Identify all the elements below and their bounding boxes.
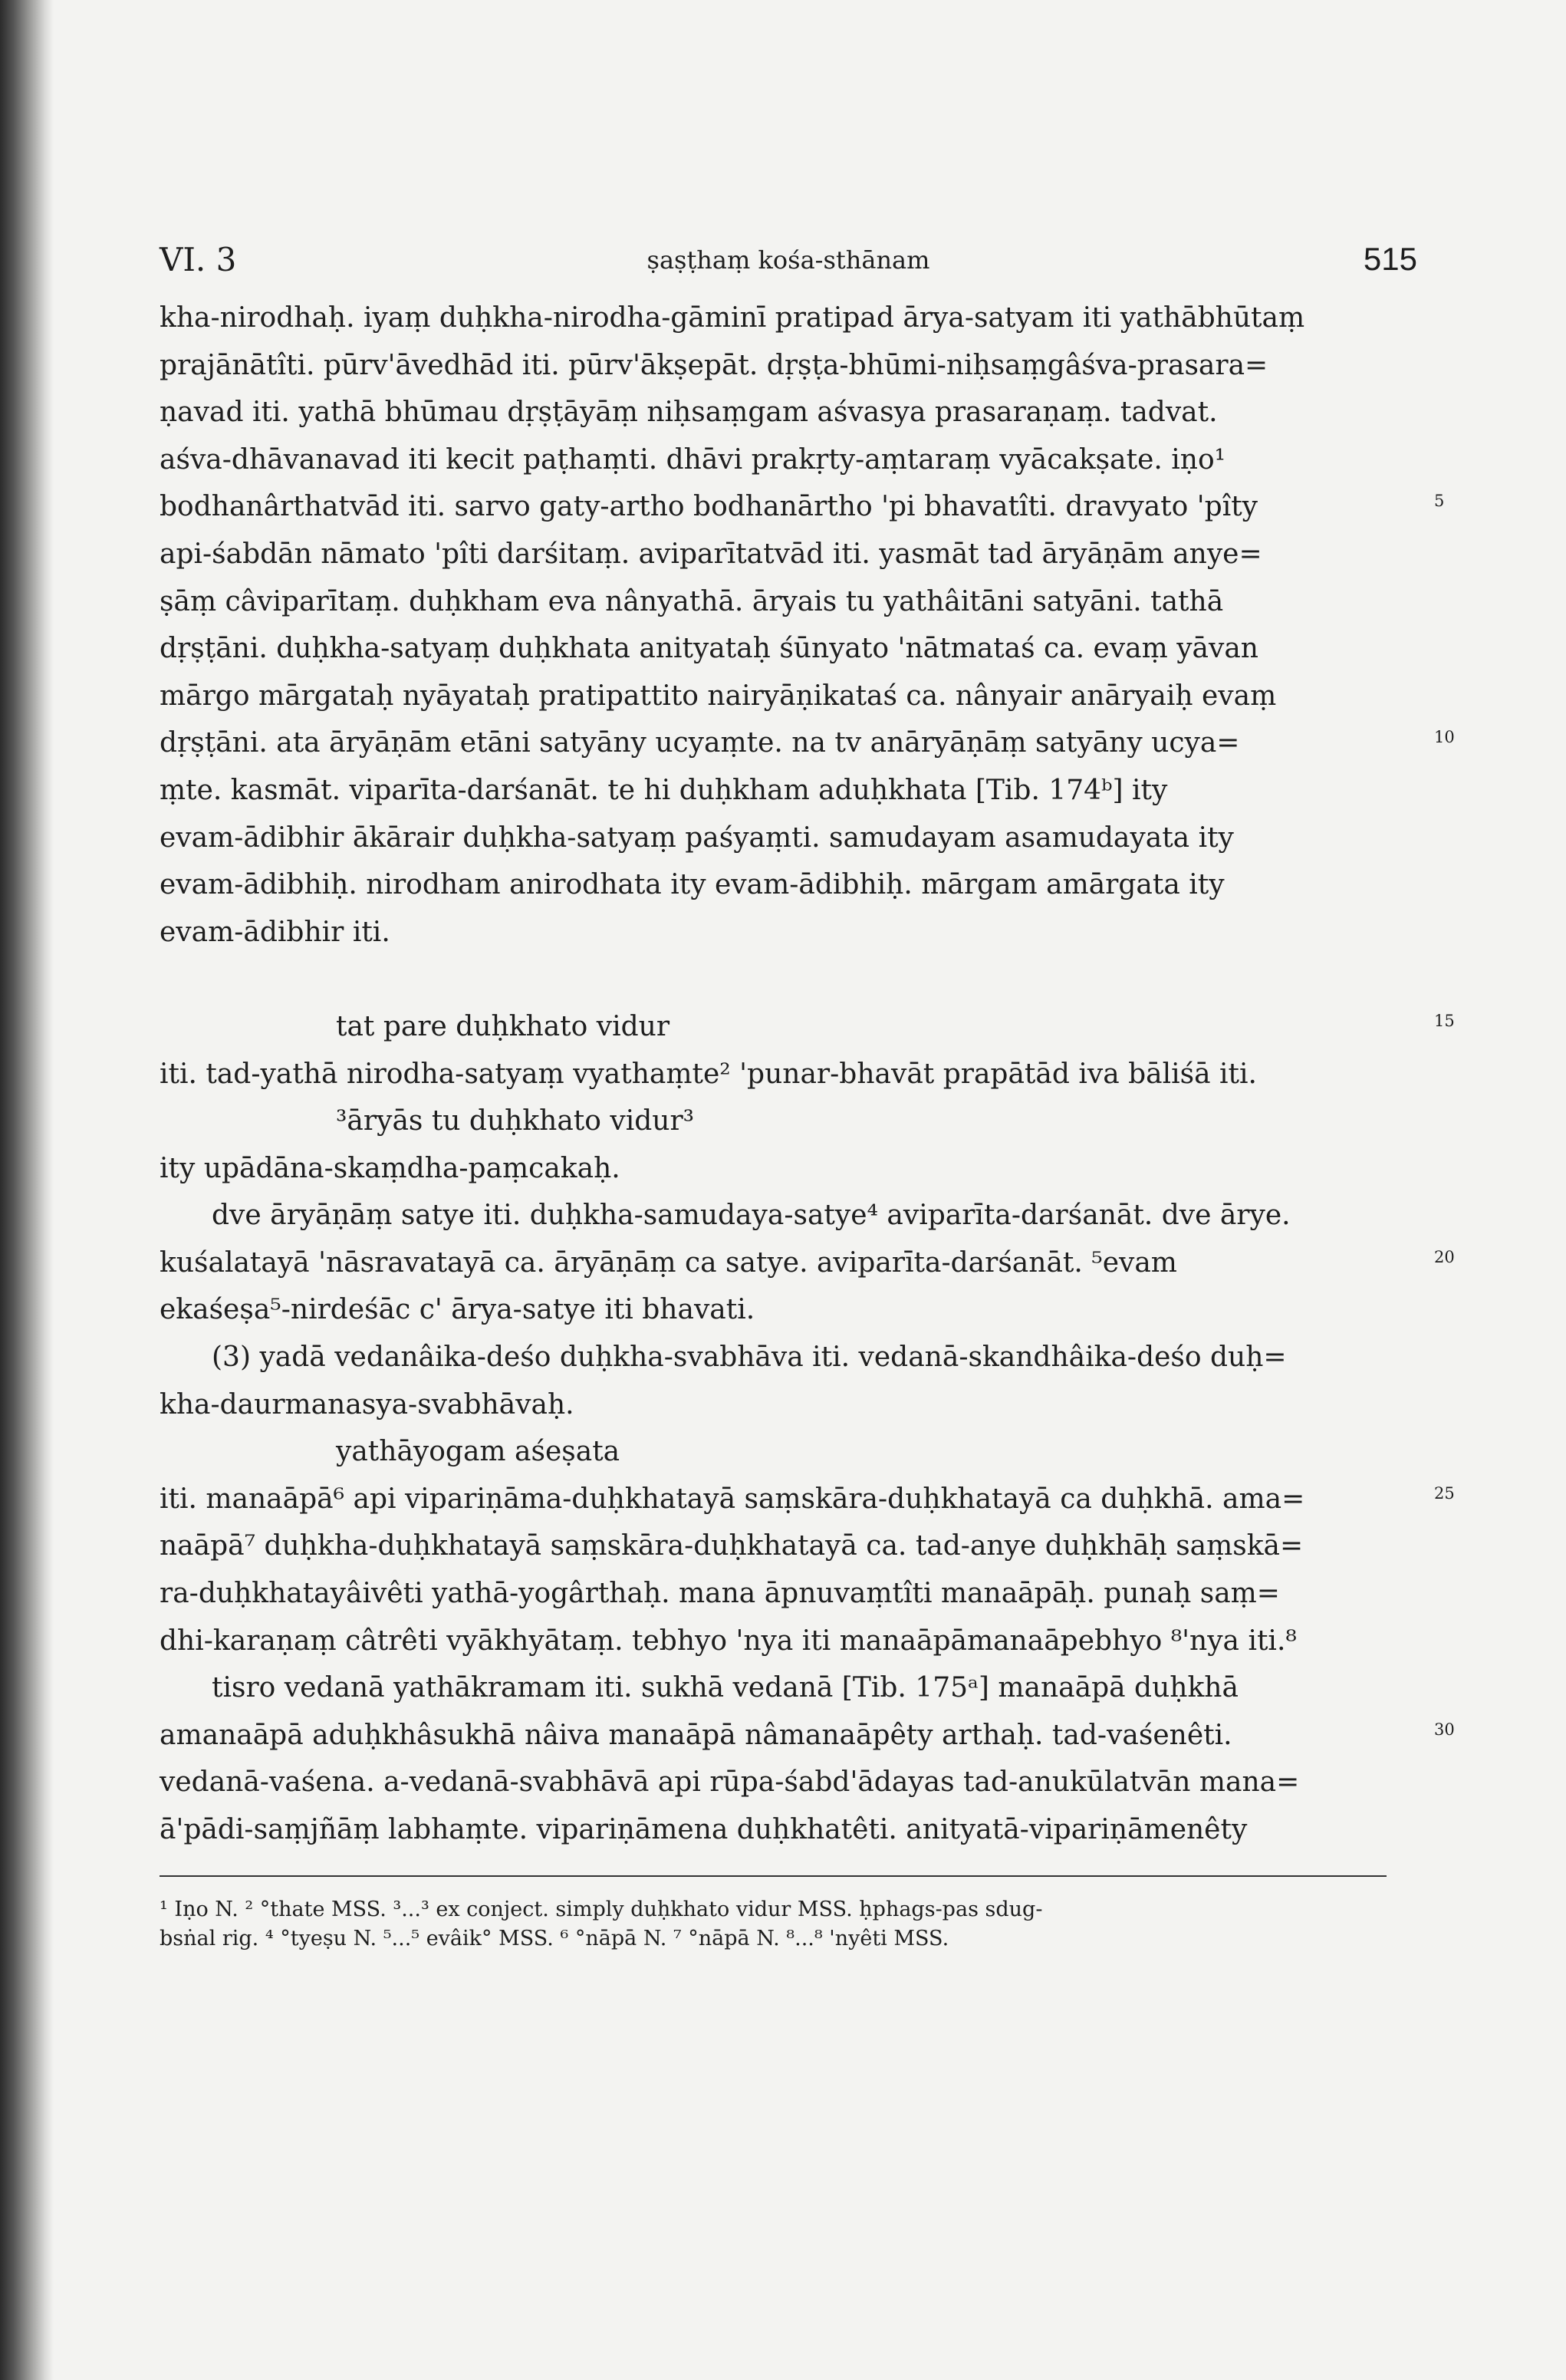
text-line <box>160 1712 1455 1759</box>
text-line: vedanā-vaśena. a-vedanā-svabhāvā api rūpa-śabd'ādayas tad-anukūlatvān mana= <box>160 1766 1300 1799</box>
verse-line: yathāyogam aśeṣata <box>336 1436 620 1468</box>
line-number: 30 <box>1434 1720 1455 1739</box>
line-text: kuśalatayā 'nāsravatayā ca. āryāṇāṃ ca satye. aviparīta-darśanāt. ⁵evam <box>160 1246 1177 1279</box>
line-text: tat pare duḥkhato vidur <box>336 1010 670 1042</box>
text-line: ā'pādi-saṃjñāṃ labhaṃte. vipariṇāmena duḥkhatêti. anityatā-vipariṇāmenêty <box>160 1814 1248 1845</box>
text-line: naāpā⁷ duḥkha-duḥkhatayā saṃskāra-duḥkhatayā ca. tad-anye duḥkhāḥ saṃskā= <box>160 1530 1304 1562</box>
text-line: kha-nirodhaḥ. iyaṃ duḥkha-nirodha-gāminī pratipad ārya-satyam iti yathābhūtaṃ <box>160 302 1305 334</box>
line-text: dṛṣṭāni. ata āryāṇām etāni satyāny ucyaṃte. na tv anāryāṇāṃ satyāny ucya= <box>160 727 1240 759</box>
line-number: 10 <box>1434 728 1455 747</box>
blank-line <box>160 956 1417 1003</box>
page-number: 515 <box>1363 241 1417 277</box>
text-line: iti. tad-yathā nirodha-satyaṃ vyathaṃte² 'punar-bhavāt prapātād iva bāliśā iti. <box>160 1058 1257 1090</box>
text-line: ekaśeṣa⁵-nirdeśāc c' ārya-satye iti bhavati. <box>160 1294 755 1326</box>
text-line: (3) yadā vedanâika-deśo duḥkha-svabhāva iti. vedanā-skandhâika-deśo duḥ= <box>212 1341 1287 1374</box>
line-number: 25 <box>1434 1483 1455 1503</box>
line-text: amanaāpā aduḥkhâsukhā nâiva manaāpā nâmanaāpêty arthaḥ. tad-vaśenêti. <box>160 1719 1232 1751</box>
text-line: dhi-karaṇaṃ câtrêti vyākhyātaṃ. tebhyo 'nya iti manaāpāmanaāpebhyo ⁸'nya iti.⁸ <box>160 1625 1297 1657</box>
text-line: ity upādāna-skaṃdha-paṃcakaḥ. <box>160 1152 620 1184</box>
section-number: VI. 3 <box>160 241 237 278</box>
line-number: 20 <box>1434 1247 1455 1266</box>
text-line <box>160 1239 1455 1287</box>
footnote-divider <box>160 1875 1387 1877</box>
text-line <box>160 719 1455 767</box>
text-line: evam-ādibhir ākārair duḥkha-satyaṃ paśyaṃti. samudayam asamudayata ity <box>160 821 1234 854</box>
text-line: aśva-dhāvanavad iti kecit paṭhaṃti. dhāvi prakṛty-aṃtaraṃ vyācakṣate. iṇo¹ <box>160 443 1226 476</box>
book-spine-shadow <box>0 0 54 2380</box>
text-line: evam-ādibhiḥ. nirodham anirodhata ity evam-ādibhiḥ. mārgam amārgata ity <box>160 869 1225 901</box>
text-line <box>160 1476 1455 1523</box>
footnote-line: bsṅal rig. ⁴ °tyeṣu N. ⁵...⁵ evâik° MSS. ⁶ °nāpā N. ⁷ °nāpā N. ⁸...⁸ 'nyêti MSS. <box>160 1926 949 1950</box>
text-line: dṛṣṭāni. duḥkha-satyaṃ duḥkhata anityataḥ śūnyato 'nātmataś ca. evaṃ yāvan <box>160 633 1258 665</box>
page <box>160 230 1455 1954</box>
line-number: 15 <box>1434 1011 1455 1030</box>
text-line: kha-daurmanasya-svabhāvaḥ. <box>160 1388 574 1420</box>
line-text: bodhanârthatvād iti. sarvo gaty-artho bodhanārtho 'pi bhavatîti. dravyato 'pîty <box>160 491 1258 523</box>
text-line: ra-duḥkhatayâivêti yathā-yogârthaḥ. mana āpnuvaṃtîti manaāpāḥ. punaḥ saṃ= <box>160 1578 1280 1610</box>
running-title: ṣaṣṭhaṃ kośa-sthānam <box>646 245 930 275</box>
text-line: ṣāṃ câviparītaṃ. duḥkham eva nânyathā. āryais tu yathâitāni satyāni. tathā <box>160 585 1224 617</box>
text-line: ṇavad iti. yathā bhūmau dṛṣṭāyāṃ niḥsaṃgam aśvasya prasaraṇaṃ. tadvat. <box>160 397 1218 429</box>
text-line: dve āryāṇāṃ satye iti. duḥkha-samudaya-satye⁴ aviparīta-darśanāt. dve ārye. <box>212 1200 1291 1232</box>
line-text: iti. manaāpā⁶ api vipariṇāma-duḥkhatayā saṃskāra-duḥkhatayā ca duḥkhā. ama= <box>160 1483 1305 1515</box>
footnotes <box>160 1895 1417 1954</box>
text-line: evam-ādibhir iti. <box>160 916 390 948</box>
line-number: 5 <box>1434 492 1445 511</box>
text-line: tisro vedanā yathākramam iti. sukhā vedanā [Tib. 175ᵃ] manaāpā duḥkhā <box>212 1672 1239 1704</box>
verse-line: ³āryās tu duḥkhato vidur³ <box>336 1105 695 1137</box>
text-line: api-śabdān nāmato 'pîti darśitaṃ. aviparītatvād iti. yasmāt tad āryāṇām anye= <box>160 538 1262 570</box>
verse-line <box>160 1003 1455 1051</box>
text-line: ṃte. kasmāt. viparīta-darśanāt. te hi duḥkham aduḥkhata [Tib. 174ᵇ] ity <box>160 774 1168 806</box>
text-line: mārgo mārgataḥ nyāyataḥ pratipattito nairyāṇikataś ca. nânyair anāryaiḥ evaṃ <box>160 680 1277 712</box>
text-line: prajānātîti. pūrv'āvedhād iti. pūrv'ākṣepāt. dṛṣṭa-bhūmi-niḥsaṃgâśva-prasara= <box>160 349 1268 381</box>
running-header <box>160 230 1417 295</box>
footnote-line: ¹ Iṇo N. ² °thate MSS. ³...³ ex conject. simply duḥkhato vidur MSS. ḥphags-pas sdug- <box>160 1897 1043 1921</box>
main-text <box>160 295 1455 1854</box>
text-line <box>160 483 1445 531</box>
